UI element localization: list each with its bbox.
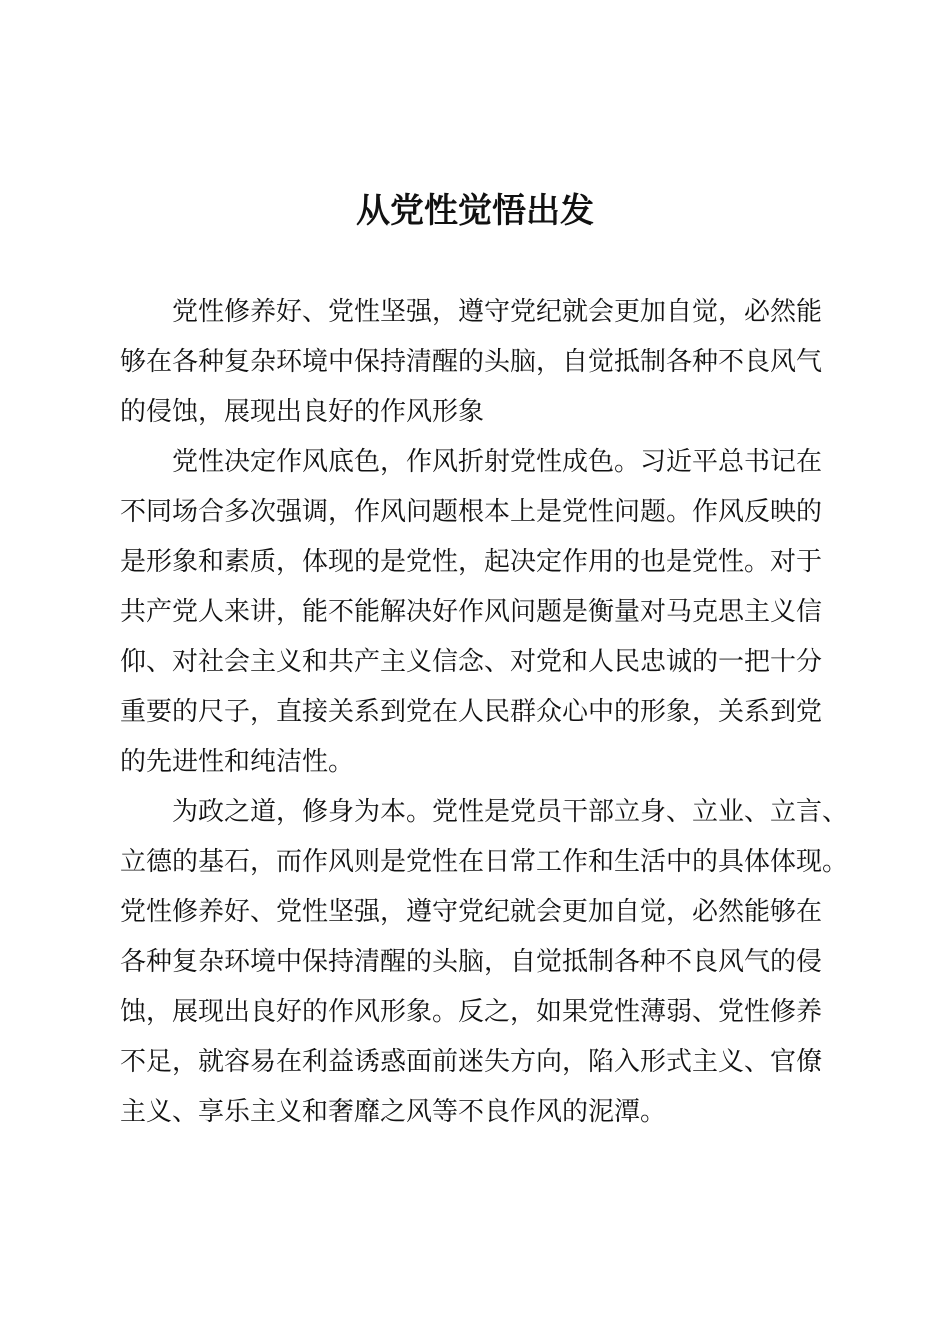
text-line: 主义、享乐主义和奢靡之风等不良作风的泥潭。 bbox=[120, 1097, 667, 1127]
text-line: 不同场合多次强调，作风问题根本上是党性问题。作风反映的 bbox=[120, 497, 823, 527]
text-line: 为政之道，修身为本。党性是党员干部立身、立业、立言、 bbox=[172, 797, 849, 827]
document-title: 从党性觉悟出发 bbox=[356, 191, 594, 231]
text-line: 共产党人来讲，能不能解决好作风问题是衡量对马克思主义信 bbox=[120, 597, 823, 627]
text-line: 党性修养好、党性坚强，遵守党纪就会更加自觉，必然能够在 bbox=[120, 897, 823, 927]
text-line: 够在各种复杂环境中保持清醒的头脑，自觉抵制各种不良风气 bbox=[120, 347, 823, 377]
text-line: 各种复杂环境中保持清醒的头脑，自觉抵制各种不良风气的侵 bbox=[120, 947, 823, 977]
text-line: 党性决定作风底色，作风折射党性成色。习近平总书记在 bbox=[172, 447, 823, 477]
text-line: 仰、对社会主义和共产主义信念、对党和人民忠诚的一把十分 bbox=[120, 647, 823, 677]
text-line: 党性修养好、党性坚强，遵守党纪就会更加自觉，必然能 bbox=[172, 297, 823, 327]
text-line: 不足，就容易在利益诱惑面前迷失方向，陷入形式主义、官僚 bbox=[120, 1047, 823, 1077]
text-line: 的先进性和纯洁性。 bbox=[120, 747, 355, 777]
text-line: 立德的基石，而作风则是党性在日常工作和生活中的具体体现。 bbox=[120, 847, 849, 877]
text-line: 重要的尺子，直接关系到党在人民群众心中的形象，关系到党 bbox=[120, 697, 823, 727]
text-line: 是形象和素质，体现的是党性，起决定作用的也是党性。对于 bbox=[120, 547, 823, 577]
text-line: 蚀，展现出良好的作风形象。反之，如果党性薄弱、党性修养 bbox=[120, 997, 823, 1027]
text-line: 的侵蚀，展现出良好的作风形象 bbox=[120, 397, 485, 427]
